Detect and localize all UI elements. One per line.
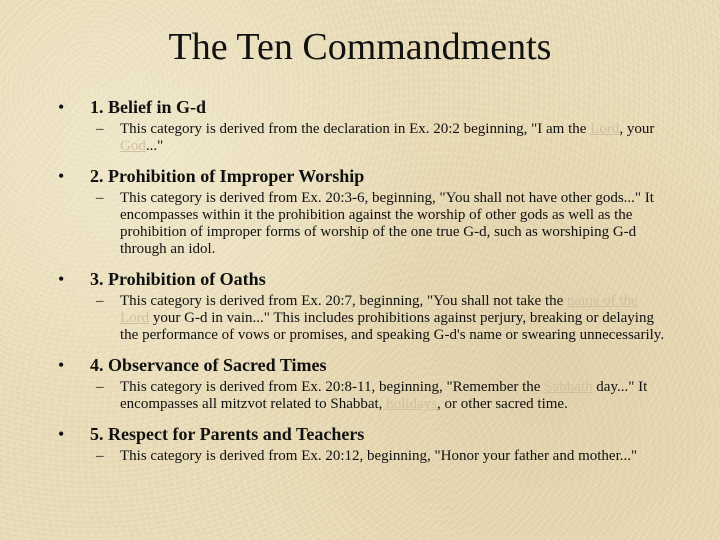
item-description [96, 379, 668, 413]
sabbath-link[interactable]: Sabbath [544, 379, 593, 395]
description-text: This category is derived from Ex. 20:8-11, beginning, "Remember the [120, 379, 545, 395]
dash-icon: – [96, 121, 104, 137]
item-description [96, 190, 668, 258]
description-text: , or other sacred time. [437, 396, 568, 412]
list-item [58, 423, 668, 465]
item-heading [58, 354, 668, 376]
description-text: day..." It encompasses all mitzvot related to Shabbat, [120, 379, 648, 412]
list-item [58, 268, 668, 344]
bullet-icon: • [58, 269, 65, 289]
description-text: , your [619, 121, 655, 137]
description-text: ..." [145, 138, 164, 154]
item-heading-text: 5. Respect for Parents and Teachers [90, 424, 365, 444]
description-text: This category is derived from the declaration in Ex. 20:2 beginning, "I am the [120, 121, 591, 137]
description-text: This category is derived from Ex. 20:3-6, beginning, "You shall not have other gods..." It encompasses within it the prohibition against the worship of other gods as well as the prohibition of improper forms of worship of the one true G-d, such as worshiping G-d through an idol. [120, 190, 654, 257]
description-text: your G-d in vain..." This includes prohibitions against perjury, breaking or delaying the performance of vows or promises, and speaking G-d's name or swearing unnecessarily. [120, 310, 665, 343]
god-link[interactable]: God [120, 138, 146, 154]
dash-icon: – [96, 379, 104, 395]
commandment-list [58, 96, 668, 475]
list-item [58, 165, 668, 258]
dash-icon: – [96, 293, 104, 309]
item-heading-text: 4. Observance of Sacred Times [90, 355, 327, 375]
bullet-icon: • [58, 97, 65, 117]
bullet-icon: • [58, 355, 65, 375]
item-heading-text: 1. Belief in G-d [90, 97, 206, 117]
dash-icon: – [96, 448, 104, 464]
holidays-link[interactable]: holidays [386, 396, 438, 412]
item-description [96, 121, 668, 155]
lord-link[interactable]: Lord [590, 121, 620, 137]
item-heading-text: 3. Prohibition of Oaths [90, 269, 266, 289]
dash-icon: – [96, 190, 104, 206]
item-heading-text: 2. Prohibition of Improper Worship [90, 166, 365, 186]
item-heading [58, 423, 668, 445]
list-item [58, 354, 668, 413]
bullet-icon: • [58, 424, 65, 444]
description-text: This category is derived from Ex. 20:7, beginning, "You shall not take the [120, 293, 568, 309]
slide-title: The Ten Commandments [168, 26, 552, 68]
item-description [96, 448, 668, 465]
name-of-the-lord-link[interactable]: name of the Lord [120, 293, 638, 326]
list-item [58, 96, 668, 155]
description-text: This category is derived from Ex. 20:12, beginning, "Honor your father and mother..." [120, 448, 638, 464]
item-heading [58, 165, 668, 187]
item-heading [58, 268, 668, 290]
bullet-icon: • [58, 166, 65, 186]
item-heading [58, 96, 668, 118]
item-description [96, 293, 668, 344]
